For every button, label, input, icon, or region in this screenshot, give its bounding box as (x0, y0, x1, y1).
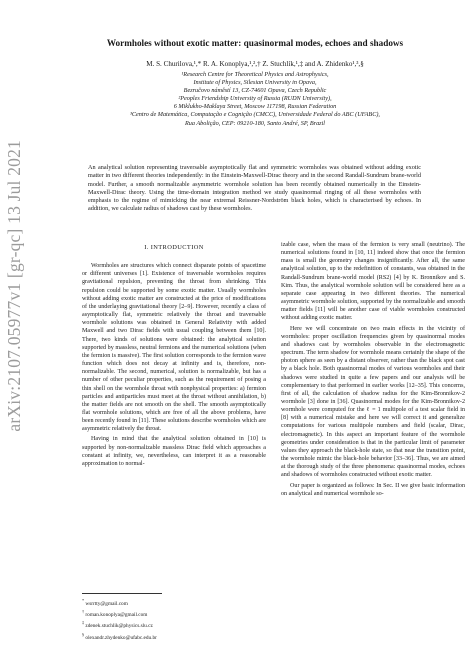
footnotes (82, 593, 266, 642)
body-paragraph: Here we will concentrate on two main effects in the vicinity of wormholes: proper oscillation frequencies given by quasinormal modes and shadows cast by wormholes observable in the electromagnetic spectrum. The term shadow for wormhole means certainly the shape of the photon sphere as seen by a distant observer, rather than the black spot cast by a black hole. Both quasinormal modes of various wormholes and their shadows were studied in quite a few papers and our analysis will be complementary to that performed in earlier works [12–35]. This concerns, first of all, the calculation of shadow radius for the Kim-Bronnikov-2 wormhole [3] done in [36]. Quasinormal modes for the Kim-Bronnikov-2 wormhole were computed for the ℓ = 1 multipole of a test scalar field in [8] with a numerical mistake and here we will correct it and generalize computations for various multipole numbers and field (scalar, Dirac, electromagnetic). In this aspect an important feature of the wormhole geometries under consideration is that in the particular limit of parameter values they approach the black-hole state, so that near the transition point, the wormhole mimic the black-hole behavior [33–36]. Thus, we are aimed at the thorough study of the three phenomena: quasinormal modes, echoes and shadows of wormholes constructed without exotic matter. (281, 325, 465, 479)
body-paragraph: Having in mind that the analytical solution obtained in [10] is supported by non-normalizable massless Dirac field which approaches a constant at infinity, we, nevertheless, can interpret it as a reasonable approximation to normal- (82, 436, 266, 467)
footnote-mark: † (82, 609, 85, 615)
right-column (281, 241, 465, 498)
footnote-email[interactable] (82, 608, 266, 619)
affiliation-line: 6 Miklukho-Maklaya Street, Moscow 117198, Russian Federation (173, 103, 337, 111)
affiliation-line: ³Centro de Matemática, Computação e Cognição (CMCC), Universidade Federal do ABC (UFABC), (130, 111, 380, 119)
footnote-text: wsrrtty@gmail.com (85, 600, 128, 607)
footnote-email[interactable] (82, 619, 266, 630)
body-paragraph: Wormholes are structures which connect disparate points of spacetime or different universes [1]. Existence of traversable wormholes requires gravitational repulsion, preventing the throat from shrinking. This repulsion could be supported by some exotic matter. Usually wormholes without adding exotic matter are constructed at the price of modifications of the underlaying gravitational theory [2–9]. However, recently a class of asymptotically flat, symmetric relatively the throat and traversable wormhole solutions was obtained in General Relativity with added Maxwell and two Dirac fields with usual coupling between them [10]. There, two kinds of solutions were obtained: the analytical solution supported by massless, neutral fermions and the numerical solutions (when the fermion is massive). The first solution corresponds to the fermion wave function which does not decay at infinity and is, therefore, non-normalizable. The second, numerical, solution is normalizable, but has a number of other peculiar properties, such as the requirement of posing a thin shell on the wormhole throat with nonphysical properties: a) fermion particles and antiparticles must meet at the throat without annihilation, b) the matter fields are not smooth on the shell. The smooth asymptotically flat wormhole solutions, which are free of all the above problems, have been recently found in [11]. These solutions describe wormholes which are asymmetric relatively the throat. (82, 263, 266, 433)
footnote-mark: § (82, 631, 85, 637)
footnote-text: olexandr.zhydenko@ufabc.edu.br (85, 634, 157, 641)
paper-title: Wormholes without exotic matter: quasinormal modes, echoes and shadows (106, 38, 404, 48)
affiliation-line: Bezručovo náměstí 13, CZ-74601 Opava, Czech Republic (183, 87, 327, 95)
affiliation-line: Institute of Physics, Silesian University in Opava, (193, 79, 317, 87)
section-heading-introduction: I. INTRODUCTION (144, 244, 204, 251)
footnote-mark: * (82, 598, 85, 603)
footnote-email[interactable] (82, 597, 266, 608)
footnote-mark: ‡ (82, 620, 85, 626)
body-paragraph: Our paper is organized as follows: In Sec. II we give basic information on analytical and numerical wormhole so- (281, 482, 465, 497)
left-column (82, 240, 266, 468)
affiliations (40, 71, 470, 128)
affiliation-line: Rua Abolição, CEP: 09210-180, Santo André, SP, Brazil (184, 119, 326, 127)
footnote-text: zdenek.stuchlik@physics.slu.cz (85, 623, 153, 630)
arxiv-identifier: arXiv:2107.05977v1 [gr-qc] 13 Jul 2021 (4, 140, 24, 432)
abstract: An analytical solution representing traversable asymptotically flat and symmetric wormholes was obtained without adding exotic matter in two different theories independently: in the Einstein-Maxwell-Dirac theory and in the second Randall-Sundrum brane-world model. Further, a smooth normalizable asymmetric wormhole solution has been recently obtained numerically in the Einstein-Maxwell-Dirac theory. Using the time-domain integration method we study quasinormal ringing of all these wormholes with emphasis to the regime of mimicking the near extremal Reissner-Nordström black holes, which is characterised by echoes. In addition, we calculate radius of shadows cast by these wormholes. (88, 164, 421, 213)
body-paragraph: izable case, when the mass of the fermion is very small (neutrino). The numerical solutions found in [10, 11] indeed show that once the fermion mass is small the geometry changes insignificantly. After all, the same analytical solution, up to the redefinition of constants, was obtained in the Randall-Sundrum brane-world model (RS2) [4] by K. Bronnikov and S. Kim. Thus, the analytical wormhole solution will be considered here as a separate case appearing in two different theories. The numerical asymmetric wormhole solution, supported by the normalizable and smooth matter fields [11] will be another case of viable wormholes constructed without adding exotic matter. (281, 242, 465, 322)
affiliation-line: ²Peoples Friendship University of Russia (RUDN University), (178, 95, 332, 103)
footnote-divider (82, 593, 162, 594)
affiliation-line: ¹Research Centre for Theoretical Physics and Astrophysics, (181, 71, 329, 78)
author-list: M. S. Churilova,¹,* R. A. Konoplya,¹,²,† Z. Stuchlík,¹,‡ and A. Zhidenko¹,³,§ (146, 60, 364, 68)
footnote-email[interactable] (82, 631, 266, 642)
footnote-text: roman.konoplya@gmail.com (85, 611, 148, 618)
